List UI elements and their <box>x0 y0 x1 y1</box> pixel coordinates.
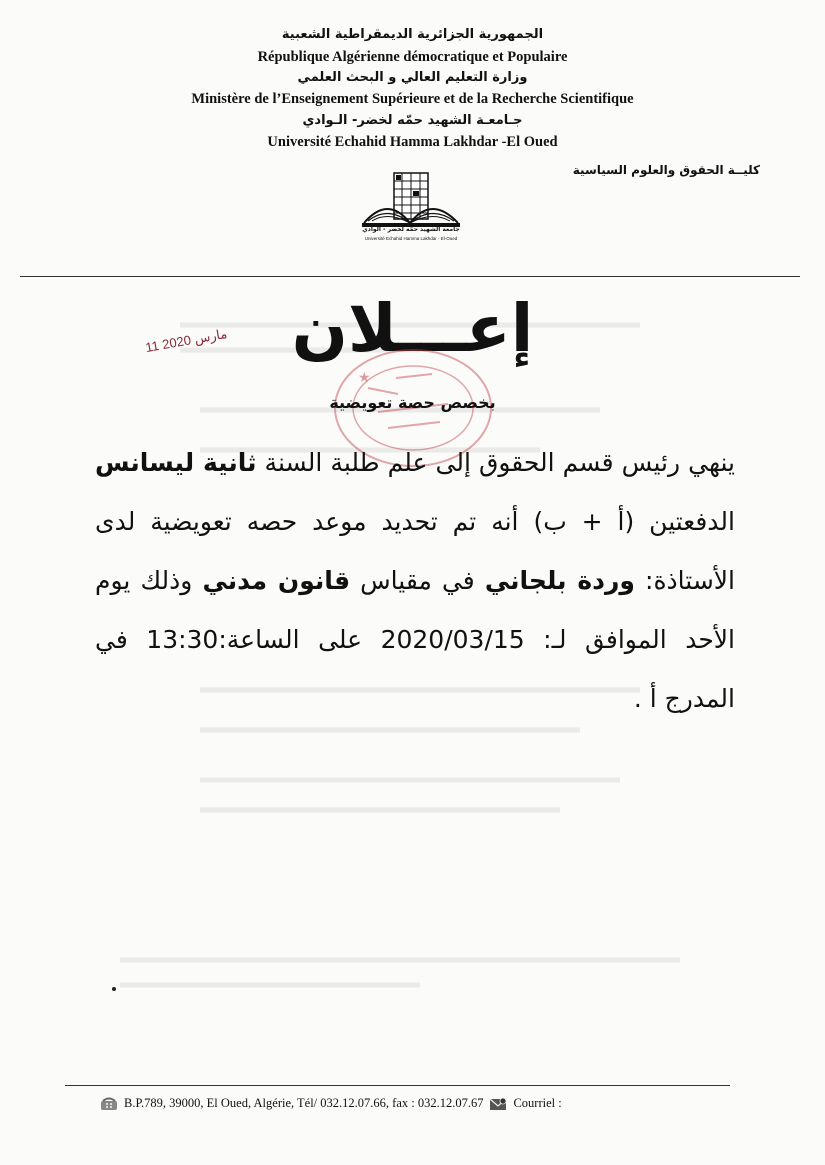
ministry-name-ar: وزارة التعليم العالي و البحث العلمي <box>297 70 528 85</box>
student-level: ثانية ليسانس <box>95 448 257 477</box>
announcement-body <box>95 433 735 728</box>
svg-text:★: ★ <box>358 370 371 386</box>
subject-name: قانون مدني <box>202 566 351 595</box>
announcement-subtitle: بخصص حصة تعويضية <box>329 393 496 412</box>
logo-caption-ar: جامعة الشهيد حمّه لخضر - الوادي <box>362 226 460 233</box>
date-stamp: 11 مارس 2020 <box>144 325 229 356</box>
phone-icon <box>100 1097 118 1111</box>
footer-email-label: Courriel : <box>513 1096 562 1110</box>
footer-address: B.P.789, 39000, El Oued, Algérie, Tél/ 032.12.07.66, fax : 032.12.07.67 <box>124 1096 484 1110</box>
body-text-3: في مقياس <box>350 566 485 595</box>
university-logo <box>358 165 464 245</box>
footer-contact <box>100 1096 562 1111</box>
body-text-4: وذلك يوم الأحد الموافق لـ: 2020/03/15 على الساعة:13:30 في المدرج أ . <box>95 566 735 713</box>
email-icon <box>489 1097 507 1111</box>
header-divider <box>20 276 800 277</box>
footer-divider <box>65 1085 730 1086</box>
body-text-1: ينهي رئيس قسم الحقوق إلى علم طلبة السنة <box>256 448 735 477</box>
body-text-2: الدفعتين (أ + ب) أنه تم تحديد موعد حصه تعويضية لدى الأستاذة: <box>95 507 735 595</box>
ministry-name-fr: Ministère de l’Enseignement Supérieure et de la Recherche Scientifique <box>191 91 634 107</box>
announcement-title: إعـــلان <box>291 290 534 367</box>
republic-name-ar: الجمهورية الجزائرية الديمقراطية الشعبية <box>281 27 544 42</box>
university-name-fr: Université Echahid Hamma Lakhdar -El Oued <box>267 134 558 150</box>
faculty-name-ar: كليــة الحقوق والعلوم السياسية <box>572 163 760 177</box>
logo-caption-fr: Université Echahid Hamma Lakhdar - El-Oued <box>364 236 458 241</box>
stray-dot <box>112 987 116 991</box>
teacher-name: وردة بلجاني <box>484 566 635 595</box>
republic-name-fr: République Algérienne démocratique et Populaire <box>257 49 568 65</box>
university-name-ar: جـامعـة الشهيد حمّه لخضر- الـوادي <box>302 113 523 128</box>
